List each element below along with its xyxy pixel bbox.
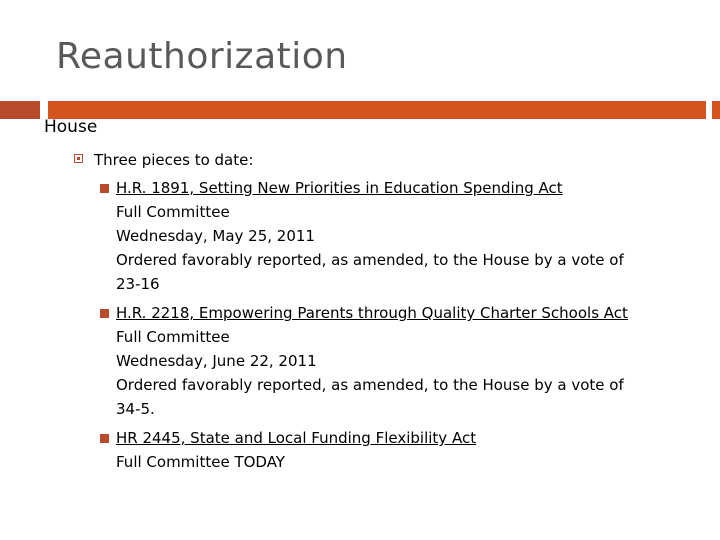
square-bullet-icon xyxy=(100,184,109,193)
item-detail: Ordered favorably reported, as amended, to the House by a vote of xyxy=(116,251,624,269)
item-detail: Full Committee xyxy=(116,328,230,346)
level1-text: Three pieces to date: xyxy=(94,151,254,169)
bill-link[interactable]: H.R. 1891, Setting New Priorities in Education Spending Act xyxy=(116,179,563,197)
square-bullet-icon xyxy=(100,309,109,318)
bill-link[interactable]: HR 2445, State and Local Funding Flexibility Act xyxy=(116,429,477,447)
item-detail: 34-5. xyxy=(116,400,155,418)
item-detail: Full Committee TODAY xyxy=(116,453,285,471)
accent-bar-left xyxy=(0,101,40,119)
item-detail: Wednesday, June 22, 2011 xyxy=(116,352,317,370)
item-detail: Full Committee xyxy=(116,203,230,221)
item-detail: 23-16 xyxy=(116,275,160,293)
slide-title: Reauthorization xyxy=(56,36,348,77)
item-detail: Ordered favorably reported, as amended, to the House by a vote of xyxy=(116,376,624,394)
accent-bar xyxy=(48,101,706,119)
accent-bar-right xyxy=(712,101,720,119)
square-bullet-icon xyxy=(100,434,109,443)
hollow-square-bullet-icon xyxy=(74,154,83,163)
item-detail: Wednesday, May 25, 2011 xyxy=(116,227,315,245)
section-heading: House xyxy=(44,117,98,137)
bill-link[interactable]: H.R. 2218, Empowering Parents through Quality Charter Schools Act xyxy=(116,304,628,322)
